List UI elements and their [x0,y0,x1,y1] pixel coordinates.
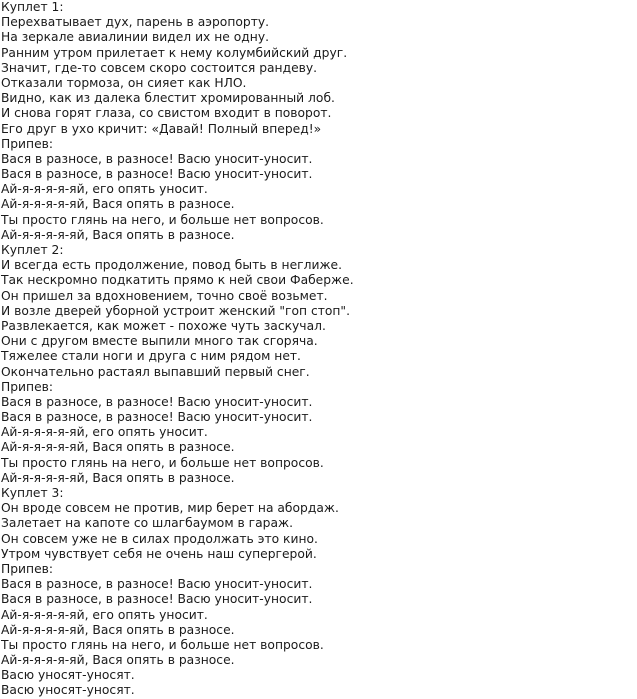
lyric-line: Куплет 2: [1,243,64,257]
lyric-line: Васю уносят-уносят. [1,668,135,683]
lyric-line: Вася в разносе, в разносе! Васю уносит-уносит. [1,394,313,409]
lyric-line: Он совсем уже не в силах продолжать это кино. [1,531,318,546]
lyric-line: Куплет 3: [1,486,64,500]
lyric-line: Залетает на капоте со шлагбаумом в гараж. [1,516,293,531]
lyric-line: Вася в разносе, в разносе! Васю уносит-уносит. [1,167,313,182]
lyric-line: Перехватывает дух, парень в аэропорту. [1,15,270,30]
lyrics-text [1,0,635,699]
lyric-line: Отказали тормоза, он сияет как НЛО. [1,75,247,90]
lyric-line: Вася в разносе, в разносе! Васю уносит-уносит. [1,410,313,425]
lyric-line: Вася в разносе, в разносе! Васю уносит-уносит. [1,592,313,607]
lyric-line: Вася в разносе, в разносе! Васю уносит-уносит. [1,577,313,592]
lyric-line: На зеркале авиалинии видел их не одну. [1,30,270,45]
lyric-line: Ай-я-я-я-я-яй, Вася опять в разносе. [1,440,235,455]
lyric-line: Ай-я-я-я-я-яй, Вася опять в разносе. [1,622,235,637]
lyric-line: Утром чувствует себя не очень наш супергерой. [1,546,317,561]
lyric-line: Ты просто глянь на него, и больше нет вопросов. [1,455,324,470]
lyric-line: Они с другом вместе выпили много так сгоряча. [1,334,318,349]
lyric-line: Ранним утром прилетает к нему колумбийский друг. [1,45,348,60]
lyric-line: Припев: [1,561,54,576]
lyric-line: Ай-я-я-я-я-яй, Вася опять в разносе. [1,653,235,668]
lyric-line: Тяжелее стали ноги и друга с ним рядом нет. [1,349,301,364]
lyric-line: Ты просто глянь на него, и больше нет вопросов. [1,212,324,227]
lyric-line: Куплет 1: [1,0,64,14]
lyric-line: Окончательно растаял выпавший первый снег. [1,364,310,379]
lyric-line: Ай-я-я-я-я-яй, его опять уносит. [1,607,208,622]
lyric-line: Ай-я-я-я-я-яй, Вася опять в разносе. [1,197,235,212]
lyric-line: Значит, где-то совсем скоро состоится рандеву. [1,60,318,75]
lyric-line: Ай-я-я-я-я-яй, Вася опять в разносе. [1,227,235,242]
lyric-line: Видно, как из далека блестит хромированный лоб. [1,91,335,106]
lyric-line: И всегда есть продолжение, повод быть в неглиже. [1,258,343,273]
lyric-line: Его друг в ухо кричит: «Давай! Полный вперед!» [1,121,322,136]
lyric-line: Ай-я-я-я-я-яй, Вася опять в разносе. [1,470,235,485]
lyric-line: И возле дверей уборной устроит женский "гоп стоп". [1,303,350,318]
lyric-line: Ай-я-я-я-я-яй, его опять уносит. [1,182,208,197]
lyric-line: Припев: [1,379,54,394]
lyric-line: Вася в разносе, в разносе! Васю уносит-уносит. [1,151,313,166]
lyric-line: Васю уносят-уносят. [1,683,135,698]
lyric-line: Так нескромно подкатить прямо к ней свои Фаберже. [1,273,354,288]
lyric-line: Он пришел за вдохновением, точно своё возьмет. [1,288,328,303]
lyric-line: Припев: [1,136,54,151]
lyric-line: Он вроде совсем не против, мир берет на абордаж. [1,501,339,516]
lyric-line: Развлекается, как может - похоже чуть заскучал. [1,318,326,333]
lyric-line: Ты просто глянь на него, и больше нет вопросов. [1,637,324,652]
lyric-line: Ай-я-я-я-я-яй, его опять уносит. [1,425,208,440]
lyric-line: И снова горят глаза, со свистом входит в поворот. [1,106,332,121]
